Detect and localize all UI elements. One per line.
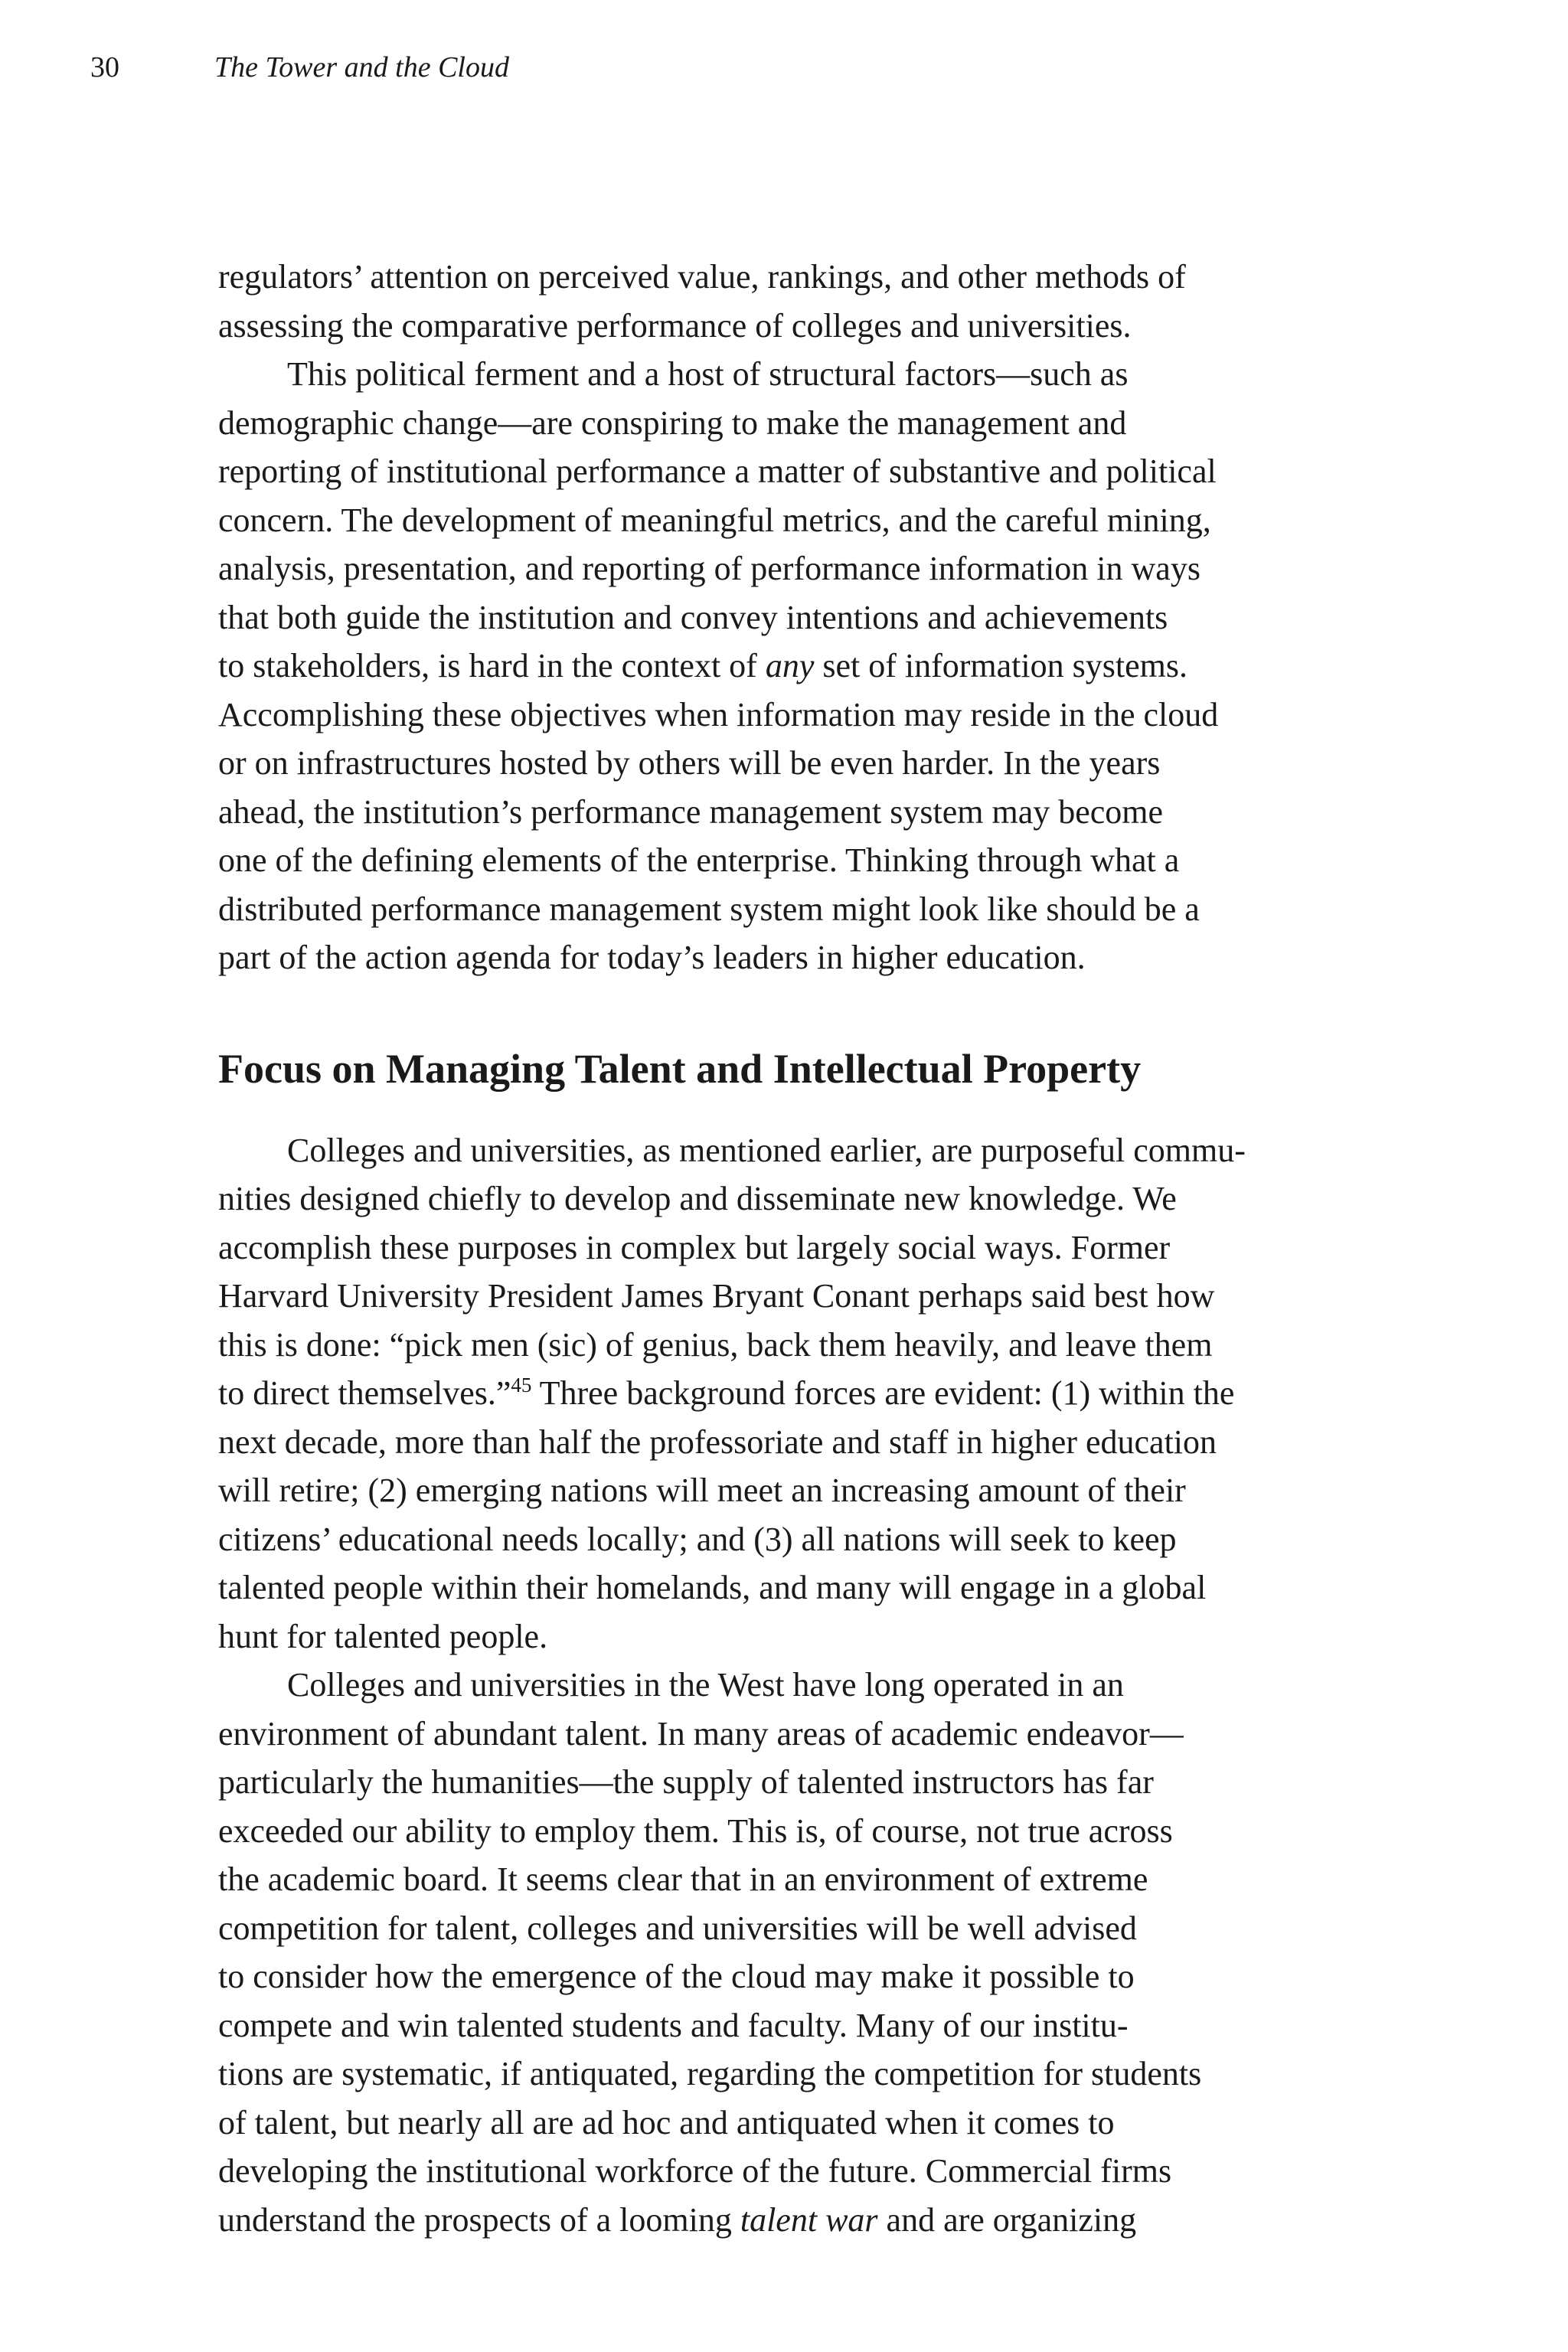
text-run: Three background forces are evident: (1) within the <box>531 1374 1235 1412</box>
paragraph-purposeful-communities <box>218 1126 1351 1661</box>
text-line: Accomplishing these objectives when information may reside in the cloud <box>218 695 1219 733</box>
text-run: set of information systems. <box>814 647 1187 684</box>
book-title: The Tower and the Cloud <box>214 51 509 83</box>
text-line: ahead, the institution’s performance management system may become <box>218 792 1164 831</box>
text-line: distributed performance management system might look like should be a <box>218 890 1200 928</box>
paragraph-political-ferment <box>218 350 1351 982</box>
text-line: concern. The development of meaningful metrics, and the careful mining, <box>218 501 1211 539</box>
text-line: one of the defining elements of the enterprise. Thinking through what a <box>218 841 1180 879</box>
emphasis-any: any <box>765 647 815 684</box>
text-line <box>218 642 1351 691</box>
text-line: or on infrastructures hosted by others will be even harder. In the years <box>218 744 1161 782</box>
text-line: This political ferment and a host of structural factors—such as <box>287 355 1129 393</box>
text-line: competition for talent, colleges and universities will be well advised <box>218 1909 1137 1947</box>
text-line: citizens’ educational needs locally; and (3) all nations will seek to keep <box>218 1520 1177 1558</box>
text-line: particularly the humanities—the supply of talented instructors has far <box>218 1763 1154 1801</box>
text-line: part of the action agenda for today’s leaders in higher education. <box>218 939 1086 976</box>
emphasis-talent-war: talent war <box>740 2200 878 2239</box>
text-line: hunt for talented people. <box>218 1617 548 1655</box>
text-line: next decade, more than half the professoriate and staff in higher education <box>218 1423 1217 1461</box>
text-line: will retire; (2) emerging nations will meet an increasing amount of their <box>218 1472 1186 1509</box>
text-line: regulators’ attention on perceived value, rankings, and other methods of <box>218 258 1186 296</box>
paragraph-abundant-talent <box>218 1661 1351 2244</box>
text-line: exceeded our ability to employ them. This is, of course, not true across <box>218 1811 1173 1850</box>
paragraph-performance-continued <box>218 253 1351 350</box>
text-line: tions are systematic, if antiquated, regarding the competition for students <box>218 2055 1202 2092</box>
text-run: to stakeholders, is hard in the context of <box>218 647 766 684</box>
text-line: of talent, but nearly all are ad hoc and antiquated when it comes to <box>218 2103 1115 2141</box>
text-line: environment of abundant talent. In many areas of academic endeavor— <box>218 1714 1184 1753</box>
text-line: the academic board. It seems clear that in an environment of extreme <box>218 1860 1148 1898</box>
text-line: this is done: “pick men (sic) of genius, back them heavily, and leave them <box>218 1325 1213 1364</box>
main-text <box>218 253 1351 2244</box>
text-line: that both guide the institution and convey intentions and achievements <box>218 598 1168 636</box>
text-line <box>218 2196 1351 2245</box>
text-line: assessing the comparative performance of colleges and universities. <box>218 306 1132 345</box>
text-run: and are organizing <box>877 2200 1137 2239</box>
text-line: accomplish these purposes in complex but largely social ways. Former <box>218 1228 1171 1266</box>
text-line: analysis, presentation, and reporting of performance information in ways <box>218 550 1200 587</box>
text-line: nities designed chiefly to develop and disseminate new knowledge. We <box>218 1180 1177 1217</box>
text-line: Colleges and universities in the West have long operated in an <box>287 1666 1124 1704</box>
text-line: to consider how the emergence of the cloud may make it possible to <box>218 1958 1135 1995</box>
text-line: Harvard University President James Bryant Conant perhaps said best how <box>218 1277 1215 1315</box>
text-line: demographic change—are conspiring to make the management and <box>218 403 1127 442</box>
text-line: compete and win talented students and faculty. Many of our institu- <box>218 2006 1129 2044</box>
text-line: Colleges and universities, as mentioned earlier, are purposeful commu- <box>287 1131 1246 1169</box>
footnote-reference[interactable]: 45 <box>511 1374 532 1396</box>
text-line: talented people within their homelands, and many will engage in a global <box>218 1569 1207 1606</box>
text-line: developing the institutional workforce of the future. Commercial firms <box>218 2152 1172 2190</box>
running-head <box>90 49 509 86</box>
page-number: 30 <box>90 51 119 83</box>
text-run: understand the prospects of a looming <box>218 2200 740 2239</box>
text-line: reporting of institutional performance a matter of substantive and political <box>218 452 1217 490</box>
section-heading: Focus on Managing Talent and Intellectual Property <box>218 1045 1142 1092</box>
text-line <box>218 1369 1351 1418</box>
text-run: to direct themselves.” <box>218 1374 511 1412</box>
